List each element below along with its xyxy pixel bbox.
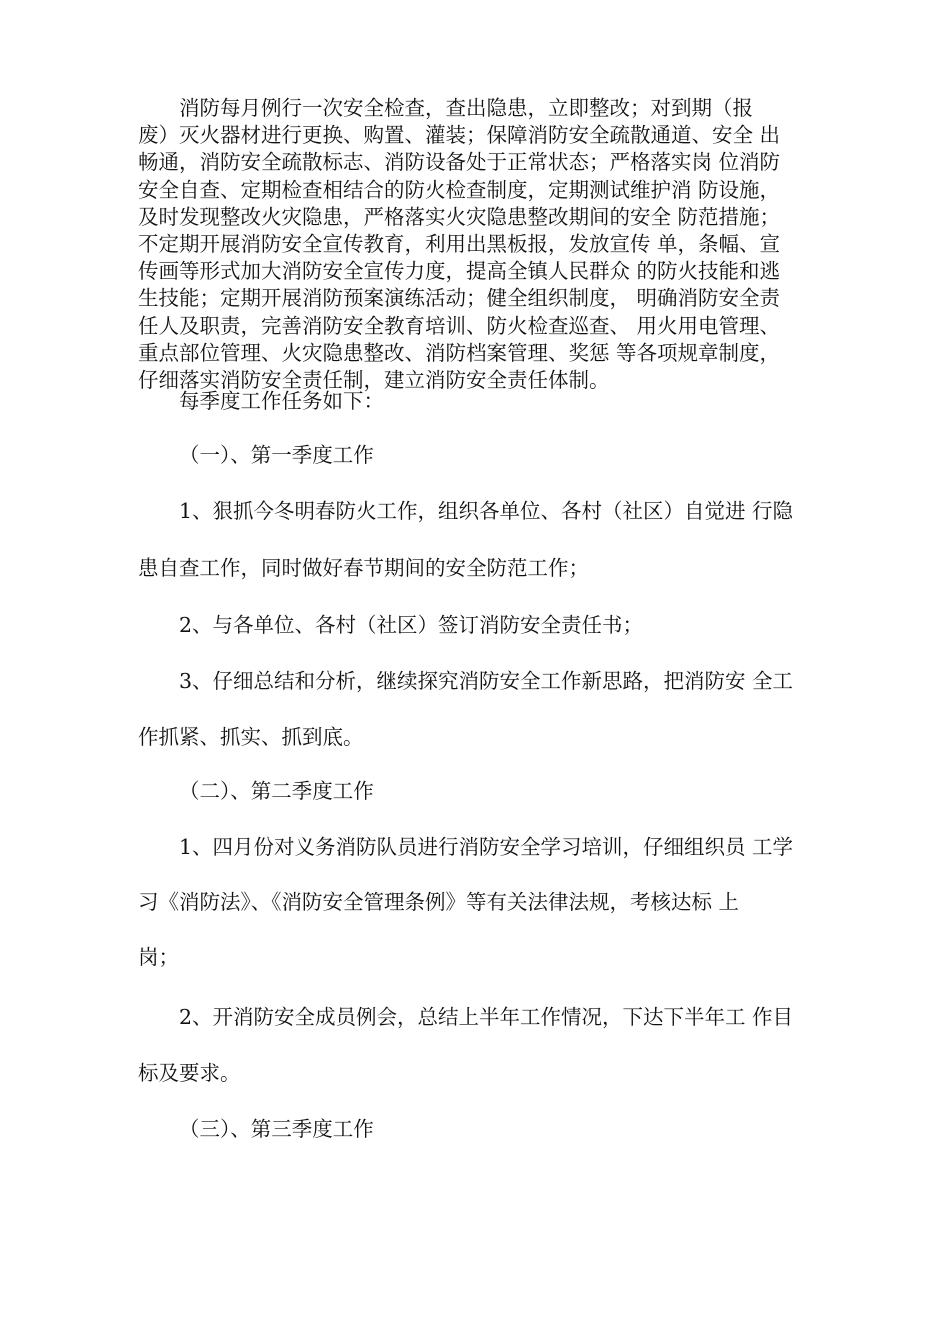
q1-item2: 2、与各单位、各村（社区）签订消防安全责任书； xyxy=(179,613,644,637)
intro-line: 安全自查、定期检查相结合的防火检查制度，定期测试维护消 防设施， xyxy=(138,177,781,202)
q2-item2-line1: 2、开消防安全成员例会，总结上半年工作情况，下达下半年工 作目 xyxy=(179,1005,794,1029)
intro-line: 传画等形式加大消防安全宣传力度，提高全镇人民群众 的防火技能和逃 xyxy=(138,259,781,284)
intro-line: 仔细落实消防安全责任制，建立消防安全责任体制。 xyxy=(138,368,610,393)
q2-item1-line1: 1、四月份对义务消防队员进行消防安全学习培训，仔细组织员 工学 xyxy=(179,835,794,859)
intro-line: 不定期开展消防安全宣传教育，利用出黑板报，发放宣传 单，条幅、宣 xyxy=(138,232,781,257)
intro-paragraph xyxy=(138,95,828,394)
q2-item1-line3: 岗； xyxy=(138,945,179,969)
intro-line: 任人及职责，完善消防安全教育培训、防火检查巡查、 用火用电管理、 xyxy=(138,313,781,338)
quarter-intro: 每季度工作任务如下： xyxy=(179,389,384,413)
intro-line: 废）灭火器材进行更换、购置、灌装；保障消防安全疏散通道、安全 出 xyxy=(138,123,781,148)
q1-item3-line2: 作抓紧、抓实、抓到底。 xyxy=(138,725,364,749)
q3-heading: （三）、第三季度工作 xyxy=(179,1117,374,1141)
q1-item1-line2: 患自查工作，同时做好春节期间的安全防范工作； xyxy=(138,556,589,580)
q1-item1-line1: 1、狠抓今冬明春防火工作，组织各单位、各村（社区）自觉进 行隐 xyxy=(179,499,794,523)
q2-heading: （二）、第二季度工作 xyxy=(179,779,374,803)
intro-line: 生技能；定期开展消防预案演练活动；健全组织制度， 明确消防安全责 xyxy=(138,286,781,311)
intro-line: 重点部位管理、火灾隐患整改、消防档案管理、奖惩 等各项规章制度， xyxy=(138,340,781,365)
q2-item1-line2: 习《消防法》、《消防安全管理条例》等有关法律法规，考核达标 上 xyxy=(138,890,740,914)
intro-line: 及时发现整改火灾隐患，严格落实火灾隐患整改期间的安全 防范措施； xyxy=(138,204,781,229)
intro-line: 畅通，消防安全疏散标志、消防设备处于正常状态；严格落实岗 位消防 xyxy=(138,150,781,175)
q1-item3-line1: 3、仔细总结和分析，继续探究消防安全工作新思路，把消防安 全工 xyxy=(179,669,794,693)
intro-line: 消防每月例行一次安全检查，查出隐患，立即整改；对到期（报 xyxy=(179,96,753,120)
q1-heading: （一）、第一季度工作 xyxy=(179,443,374,467)
q2-item2-line2: 标及要求。 xyxy=(138,1061,241,1085)
